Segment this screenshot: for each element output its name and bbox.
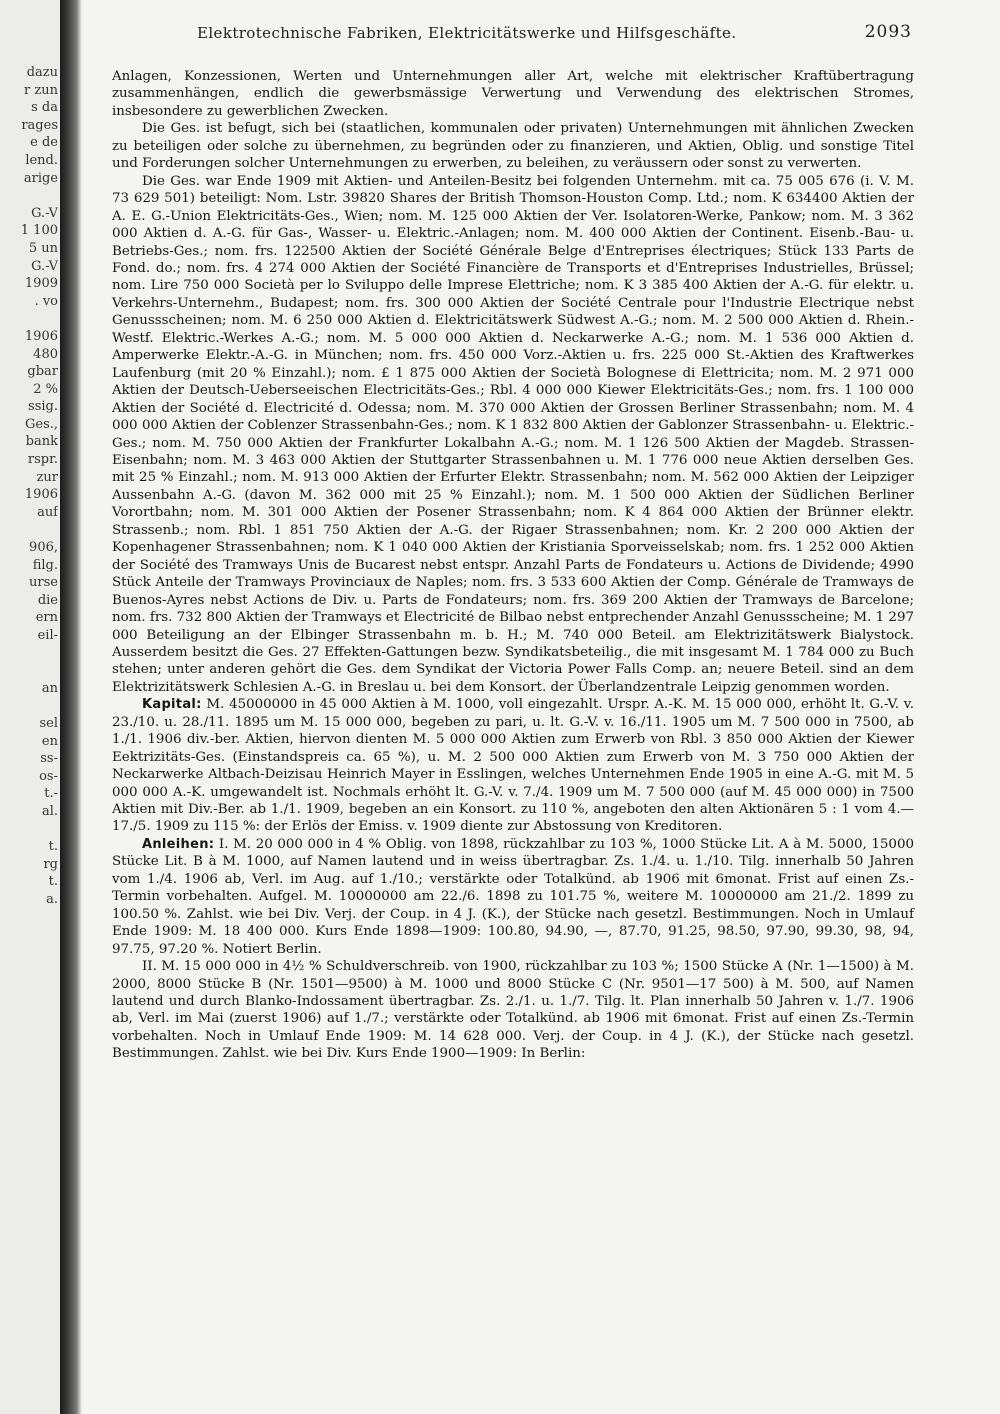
gutter-fragment: rg (43, 856, 58, 872)
gutter-fragment: 1906 (24, 328, 58, 344)
gutter-fragment (0, 521, 58, 539)
gutter-fragment: e de (30, 135, 58, 151)
gutter-fragment: t. (48, 874, 58, 890)
gutter-fragment: ss- (40, 751, 58, 767)
gutter-fragment: a. (46, 891, 58, 907)
gutter-fragment (0, 697, 58, 715)
gutter-fragment: 1909 (24, 276, 58, 292)
gutter-fragment: dazu (26, 65, 58, 80)
anleihen-label: Anleihen: (142, 836, 215, 852)
gutter-fragment: auf (37, 504, 58, 520)
paragraph-purpose: Anlagen, Konzessionen, Werten und Unternehmungen aller Art, welche mit elektrischer Kraftübertragung zusammenhängen, endlich die gewerbsmässige Verwertung und Verwendung des elektrischen Stromes, insbesondere zu gewerblichen Zwecken. (112, 69, 914, 119)
gutter-fragment: t.- (44, 786, 58, 802)
gutter-fragment: G.-V (31, 258, 58, 274)
gutter-fragment: t. (48, 839, 58, 855)
gutter-fragment: rspr. (27, 452, 58, 468)
gutter-fragment: s da (31, 100, 58, 116)
page-number: 2093 (864, 22, 912, 42)
page-header-title: Elektrotechnische Fabriken, Elektricitätswerke und Hilfsgeschäfte. (197, 24, 737, 42)
gutter-fragment: 480 (33, 346, 58, 362)
gutter-fragment: zur (36, 469, 58, 485)
gutter-fragment (0, 821, 58, 839)
gutter-fragment: bank (25, 434, 58, 450)
gutter-fragment (0, 645, 58, 663)
left-margin-strip (0, 0, 61, 1414)
gutter-fragment: sel (39, 715, 58, 731)
gutter-fragment: Ges., (24, 416, 58, 432)
gutter-fragment: en (41, 733, 58, 749)
gutter-fragment: 1 100 (20, 223, 58, 239)
gutter-fragment: . vo (34, 293, 58, 309)
gutter-fragment: 906, (29, 540, 58, 556)
gutter-fragment: gbar (27, 364, 58, 380)
gutter-fragment (0, 310, 58, 328)
gutter-fragment: ssig. (28, 399, 58, 415)
paragraph-anleihe-ii: II. M. 15 000 000 in 4½ % Schuldverschreib. von 1900, rückzahlbar zu 103 %; 1500 Stücke A (Nr. 1—1500) à M. 2000, 8000 Stücke B (Nr. 1501—9500) à M. 1000 und 8000 Stücke C (Nr. 9501—17 500) à M. 500, auf Namen lautend und durch Blanko-Indossament übertragbar. Zs. 2./1. u. 1./7. Tilg. lt. Plan innerhalb 50 Jahren v. 1./7. 1906 ab, Verl. im Mai (zuerst 1906) auf 1./7.; verstärkte oder Totalkünd. ab 1906 mit 6monat. Frist auf einen Zs.-Termin vorbehalten. Noch in Umlauf Ende 1909: M. 14 628 000. Verj. der Coup. in 4 J. (K.), der Stücke nach gesetzl. Bestimmungen. Zahlst. wie bei Div. Kurs Ende 1900—1909: In Berlin: (112, 959, 914, 1062)
gutter-fragment: 5 un (28, 240, 58, 256)
gutter-fragment: eil- (37, 628, 58, 643)
gutter-fragment: lend. (25, 152, 58, 168)
gutter-fragment: ern (35, 610, 58, 626)
adjacent-page-fragment (0, 64, 58, 909)
paragraph-powers: Die Ges. ist befugt, sich bei (staatlichen, kommunalen oder privaten) Unternehmungen mit ähnlichen Zwecken zu beteiligen oder solche zu übernehmen, zu begründen oder zu finanzieren, und Aktien, Oblig. und sonstige Titel und Forderungen solcher Unternehmungen zu erwerben, zu beleihen, zu veräussern oder sonst zu verwerten. (112, 121, 914, 172)
gutter-fragment (0, 187, 58, 205)
gutter-fragment: 1906 (24, 487, 58, 503)
gutter-fragment: G.-V (31, 205, 58, 221)
gutter-fragment: arige (23, 170, 58, 186)
page (112, 22, 914, 1063)
paragraph-anleihen: Anleihen: I. M. 20 000 000 in 4 % Oblig. von 1898, rückzahlbar zu 103 %, 1000 Stücke Lit. A à M. 5000, 15000 Stücke Lit. B à M. 1000, auf Namen lautend und in weiss übertragbar. Zs. 1./4. u. 1./10. Tilg. innerhalb 50 Jahren vom 1./4. 1906 ab, Verl. im Aug. auf 1./10.; verstärkte oder Totalkünd. ab 1906 mit 6monat. Frist auf einen Zs.-Termin vorbehalten. Aufgel. M. 10000000 am 22./6. 1898 zu 101.75 %, weitere M. 10000000 am 21./2. 1899 zu 100.50 %. Zahlst. wie bei Div. Verj. der Coup. in 4 J. (K.), der Stücke nach gesetzl. Bestimmungen. Noch in Umlauf Ende 1909: M. 18 400 000. Kurs Ende 1898—1909: 100.80, 94.90, —, 87.70, 91.25, 98.50, 97.90, 99.30, 98, 94, 97.75, 97.20 %. Notiert Berlin. (112, 836, 914, 957)
gutter-fragment: os- (39, 768, 58, 784)
gutter-fragment (0, 662, 58, 680)
gutter-fragment: an (41, 680, 58, 696)
body-text (112, 68, 914, 1063)
gutter-fragment: urse (29, 575, 58, 591)
gutter-fragment: rages (21, 117, 58, 133)
kapital-label: Kapital: (142, 697, 202, 713)
gutter-fragment: r zun (24, 82, 58, 98)
gutter-fragment: die (37, 592, 58, 608)
running-head (112, 22, 914, 48)
gutter-fragment: filg. (32, 557, 58, 573)
gutter-fragment: 2 % (33, 381, 58, 397)
paragraph-holdings: Die Ges. war Ende 1909 mit Aktien- und Anteilen-Besitz bei folgenden Unternehm. mit ca. 75 005 676 (i. V. M. 73 629 501) beteiligt: Nom. Lstr. 39820 Shares der British Thomson-Houston Comp. Ltd.; nom. K 634400 Aktien der A. E. G.-Union Elektricitäts-Ges., Wien; nom. M. 125 000 Aktien der Ver. Isolatoren-Werke, Pankow; nom. M. 3 362 000 Aktien d. A.-G. für Gas-, Wasser- u. Elektric.-Anlagen; nom. M. 400 000 Aktien der Continent. Eisenb.-Bau- u. Betriebs-Ges.; nom. frs. 122500 Aktien der Société Générale Belge d'Entreprises électriques; Stück 133 Parts de Fond. do.; nom. frs. 4 274 000 Aktien der Société Financière de Transports et d'Entreprises Industrielles, Brüssel; nom. Lire 750 000 Società per lo Sviluppo delle Imprese Elettriche; nom. K 3 385 400 Aktien der A.-G. für elektr. u. Verkehrs-Unternehm., Budapest; nom. frs. 300 000 Aktien der Société Centrale pour l'Industrie Electrique nebst Genussscheinen; nom. M. 6 250 000 Aktien d. Elektricitätswerk Südwest A.-G.; nom. M. 2 500 000 Aktien d. Rhein.-Westf. Elektric.-Werkes A.-G.; nom. M. 5 000 000 Aktien d. Neckarwerke A.-G.; nom. M. 1 536 000 Aktien d. Amperwerke Elektr.-A.-G. in München; nom. frs. 450 000 Vorz.-Aktien u. frs. 225 000 St.-Aktien des Kraftwerkes Laufenburg (mit 20 % Einzahl.); nom. £ 1 875 000 Aktien der Società Bolognese di Elettricita; nom. M. 2 971 000 Aktien der Deutsch-Ueberseeischen Electricitäts-Ges.; Rbl. 4 000 000 Kiewer Elektricitäts-Ges.; nom. frs. 1 100 000 Aktien der Société d. Electricité d. Odessa; nom. M. 370 000 Aktien der Grossen Berliner Strassenbahn; nom. M. 4 000 000 Aktien der Coblenzer Strassenbahn-Ges.; nom. K 1 832 800 Aktien der Gablonzer Strassenbahn- u. Elektric.-Ges.; nom. M. 750 000 Aktien der Frankfurter Lokalbahn A.-G.; nom. M. 1 126 500 Aktien der Magdeb. Strassen-Eisenbahn; nom. M. 3 463 000 Aktien der Stuttgarter Strassenbahnen u. M. 1 776 000 neue Aktien derselben Ges. mit 25 % Einzahl.; nom. M. 913 000 Aktien der Erfurter Elektr. Strassenbahn; nom. M. 562 000 Aktien der Leipziger Aussenbahn A.-G. (davon M. 362 000 mit 25 % Einzahl.); nom. M. 1 500 000 Aktien der Südlichen Berliner Vorortbahn; nom. M. 301 000 Aktien der Posener Strassenbahn; nom. K 4 864 000 Aktien der Brünner elektr. Strassenb.; nom. Rbl. 1 851 750 Aktien der A.-G. der Rigaer Strassenbahnen; nom. Kr. 2 200 000 Aktien der Kopenhagener Strassenbahnen; nom. K 1 040 000 Aktien der Kristiania Sporveisselskab; nom. frs. 1 252 000 Aktien der Société des Tramways Unis de Bucarest nebst entspr. Anzahl Parts de Fondateurs u. Actions de Dividende; 4990 Stück Anteile der Tramways Provinciaux de Naples; nom. frs. 3 533 600 Aktien der Comp. Générale de Tramways de Buenos-Ayres nebst Actions de Div. u. Parts de Fondateurs; nom. frs. 369 200 Aktien der Tramways de Barcelone; nom. frs. 732 800 Aktien der Tramways et Electricité de Bilbao nebst entprechender Anzahl Genussscheine; M. 1 297 000 Beteiligung an der Elbinger Strassenbahn m. b. H.; M. 740 000 Beteil. am Elektrizitätswerk Bialystock. Ausserdem besitzt die Ges. 27 Effekten-Gattungen bezw. Syndikatsbeteilig., die mit insgesamt M. 1 784 000 zu Buch stehen; unter anderen gehört die Ges. dem Syndikat der Victoria Power Falls Comp. an; neuere Beteil. sind an dem Elektrizitätswerk Schlesien A.-G. in Breslau u. bei dem Konsort. der Überlandzentrale Leipzig genommen worden. (112, 173, 914, 695)
paragraph-kapital: Kapital: M. 45000000 in 45 000 Aktien à M. 1000, voll eingezahlt. Urspr. A.-K. M. 15 000 000, erhöht lt. G.-V. v. 23./10. u. 28./11. 1895 um M. 15 000 000, begeben zu pari, u. lt. G.-V. v. 16./11. 1905 um M. 7 500 000 in 7500, ab 1./1. 1906 div.-ber. Aktien, hiervon dienten M. 5 000 000 Aktien zum Erwerb von Rbl. 3 850 000 Aktien der Kiewer Eektrizitäts-Ges. (Einstandspreis ca. 65 %), u. M. 2 500 000 Aktien zum Erwerb von M. 3 750 000 Aktien der Neckarwerke Altbach-Deizisau Heinrich Mayer in Esslingen, welches Unternehmen Ende 1905 in eine A.-G. mit M. 5 000 000 A.-K. umgewandelt ist. Nochmals erhöht lt. G.-V. v. 7./4. 1909 um M. 7 500 000 (auf M. 45 000 000) in 7500 Aktien mit Div.-Ber. ab 1./1. 1909, begeben an ein Konsort. zu 110 %, angeboten den alten Aktionären 5 : 1 vom 4.—17./5. 1909 zu 115 %: der Erlös der Emiss. v. 1909 diente zur Abstossung von Kreditoren. (112, 697, 914, 835)
gutter-fragment: al. (41, 803, 58, 819)
book-spine-shadow (60, 0, 82, 1414)
